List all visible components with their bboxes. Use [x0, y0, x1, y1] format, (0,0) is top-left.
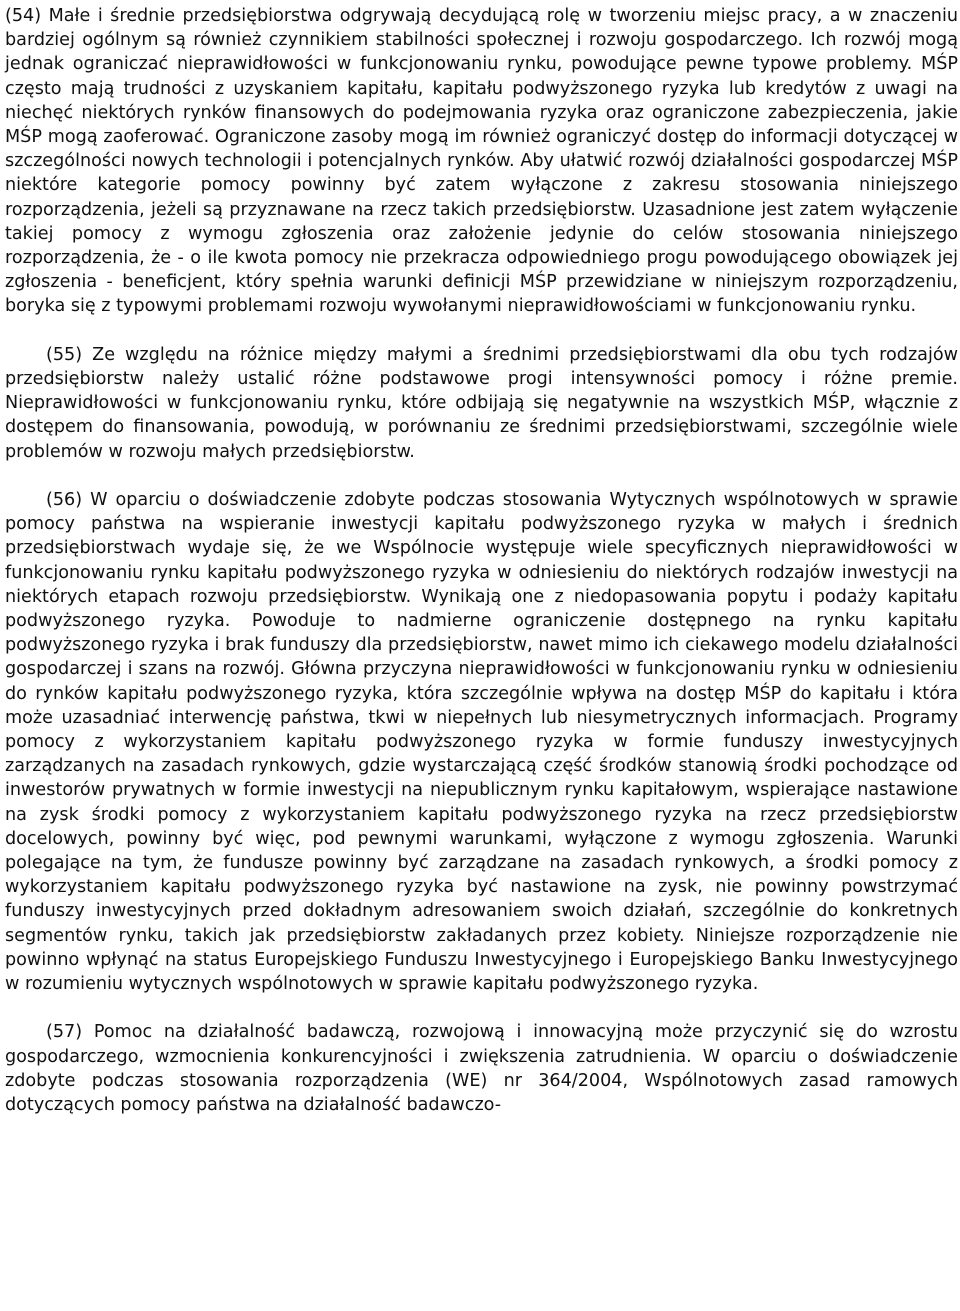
paragraph-56: (56) W oparciu o doświadczenie zdobyte podczas stosowania Wytycznych wspólnotowych w sprawie pomocy państwa na wspieranie inwestycji kapitału podwyższonego ryzyka w małych i średnich przedsiębiorstwach wydaje się, że we Wspólnocie występuje wiele specyficznych nieprawidłowości w funkcjonowaniu rynku kapitału podwyższonego ryzyka w odniesieniu do niektórych rodzajów inwestycji na niektórych etapach rozwoju przedsiębiorstw. Wynikają one z niedopasowania popytu i podaży kapitału podwyższonego ryzyka. Powoduje to nadmierne ograniczenie dostępnego na rynku kapitału podwyższonego ryzyka i brak funduszy dla przedsiębiorstw, nawet mimo ich ciekawego modelu działalności gospodarczej i szans na rozwój. Główna przyczyna nieprawidłowości w funkcjonowaniu rynku w odniesieniu do rynków kapitału podwyższonego ryzyka, która szczególnie wpływa na dostęp MŚP do kapitału i która może uzasadniać interwencję państwa, tkwi w niepełnych lub niesymetrycznych informacjach. Programy pomocy z wykorzystaniem kapitału podwyższonego ryzyka w formie funduszy inwestycyjnych zarządzanych na zasadach rynkowych, gdzie wystarczającą część środków stanowią środki pochodzące od inwestorów prywatnych w formie inwestycji na niepublicznym rynku kapitałowym, wspierające nastawione na zysk środki pomocy z wykorzystaniem kapitału podwyższonego ryzyka na rzecz przedsiębiorstw docelowych, powinny być więc, pod pewnymi warunkami, wyłączone z wymogu zgłoszenia. Warunki polegające na tym, że fundusze powinny być zarządzane na zasadach rynkowych, a środki pomocy z wykorzystaniem kapitału podwyższonego ryzyka być nastawione na zysk, nie powinny powstrzymać funduszy inwestycyjnych przed dokładnym adresowaniem swoich działań, szczególnie do konkretnych segmentów rynku, takich jak przedsiębiorstw zakładanych przez kobiety. Niniejsze rozporządzenie nie powinno wpłynąć na status Europejskiego Funduszu Inwestycyjnego i Europejskiego Banku Inwestycyjnego w rozumieniu wytycznych wspólnotowych w sprawie kapitału podwyższonego ryzyka.: [5, 490, 958, 995]
paragraph-57: (57) Pomoc na działalność badawczą, rozwojową i innowacyjną może przyczynić się do wzrostu gospodarczego, wzmocnienia konkurencyjności i zwiększenia zatrudnienia. W oparciu o doświadczenie zdobyte podczas stosowania rozporządzenia (WE) nr 364/2004, Wspólnotowych zasad ramowych dotyczących pomocy państwa na działalność badawczo-: [5, 1022, 958, 1116]
paragraph-55: (55) Ze względu na różnice między małymi a średnimi przedsiębiorstwami dla obu tych rodzajów przedsiębiorstw należy ustalić różne podstawowe progi intensywności pomocy i różne premie. Nieprawidłowości w funkcjonowaniu rynku, które odbijają się negatywnie na wszystkich MŚP, włącznie z dostępem do finansowania, powodują, w porównaniu ze średnimi przedsiębiorstwami, szczególnie wiele problemów w rozwoju małych przedsiębiorstw.: [5, 344, 958, 462]
paragraph-54: (54) Małe i średnie przedsiębiorstwa odgrywają decydującą rolę w tworzeniu miejsc pracy, a w znaczeniu bardziej ogólnym są również czynnikiem stabilności społecznej i rozwoju gospodarczego. Ich rozwój mogą jednak ograniczać nieprawidłowości w funkcjonowaniu rynku, powodujące pewne typowe problemy. MŚP często mają trudności z uzyskaniem kapitału, kapitału podwyższonego ryzyka lub kredytów z uwagi na niechęć niektórych rynków finansowych do podejmowania ryzyka oraz ograniczone zabezpieczenia, jakie MŚP mogą zaoferować. Ograniczone zasoby mogą im również ograniczyć dostęp do informacji dotyczącej w szczególności nowych technologii i potencjalnych rynków. Aby ułatwić rozwój działalności gospodarczej MŚP niektóre kategorie pomocy powinny być zatem wyłączone z zakresu stosowania niniejszego rozporządzenia, jeżeli są przyznawane na rzecz takich przedsiębiorstw. Uzasadnione jest zatem wyłączenie takiej pomocy z wymogu zgłoszenia oraz założenie jedynie do celów stosowania niniejszego rozporządzenia, że - o ile kwota pomocy nie przekracza odpowiedniego progu powodującego obowiązek jej zgłoszenia - beneficjent, który spełnia warunki definicji MŚP przewidziane w niniejszym rozporządzeniu, boryka się z typowymi problemami rozwoju wywołanymi nieprawidłowościami w funkcjonowaniu rynku.: [5, 6, 958, 317]
document-page: [5, 4, 958, 1117]
